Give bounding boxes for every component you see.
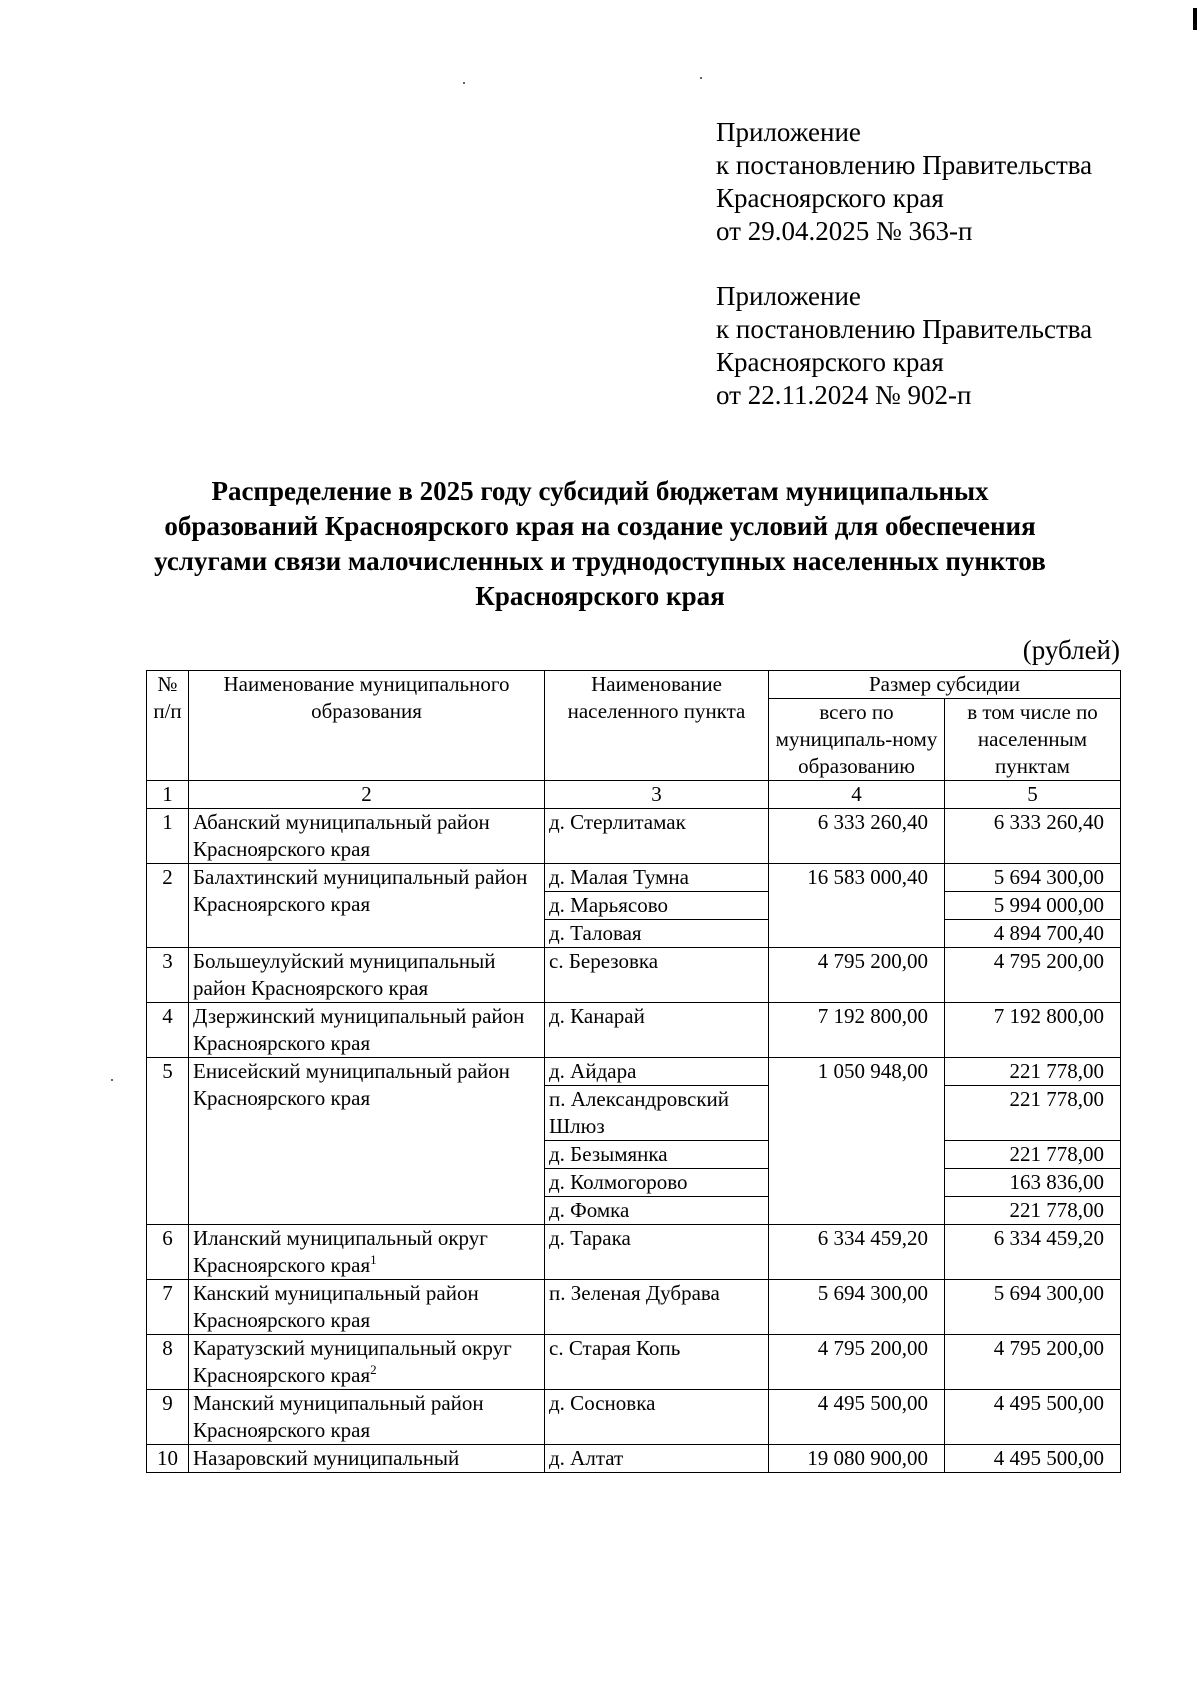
settlement-name: д. Тарака (545, 1225, 769, 1280)
table-row (147, 1225, 1121, 1280)
appendix-line: Приложение (716, 281, 861, 311)
settlement-amount: 4 495 500,00 (945, 1445, 1121, 1473)
municipality-name (189, 1003, 545, 1058)
settlement-amount: 5 694 300,00 (945, 864, 1121, 892)
settlement-amount: 4 894 700,40 (945, 920, 1121, 948)
municipality-name (189, 1335, 545, 1390)
table-body (147, 809, 1121, 1473)
scan-speck (700, 77, 702, 79)
subsidy-table (146, 670, 1121, 1473)
settlement-amount: 4 795 200,00 (945, 1335, 1121, 1390)
table-row (147, 1058, 1121, 1086)
settlement-name: с. Березовка (545, 948, 769, 1003)
footnote-marker: 2 (370, 1362, 377, 1377)
scan-speck (463, 82, 465, 84)
settlement-amount: 221 778,00 (945, 1058, 1121, 1086)
table-row (147, 1445, 1121, 1473)
row-number: 1 (147, 809, 189, 864)
appendix-line: от 29.04.2025 № 363-п (716, 216, 973, 246)
municipality-name (189, 1058, 545, 1225)
units-label: (рублей) (1022, 635, 1120, 665)
municipality-name (189, 1390, 545, 1445)
settlement-name: д. Таловая (545, 920, 769, 948)
municipality-text: Иланский муниципальный округ Красноярского края (193, 1226, 488, 1277)
municipality-text: Абанский муниципальный район Красноярского края (193, 810, 490, 861)
table-row (147, 1335, 1121, 1390)
header-num: № п/п (147, 671, 189, 781)
total-amount: 16 583 000,40 (769, 864, 945, 948)
total-amount: 4 795 200,00 (769, 948, 945, 1003)
settlement-name: д. Айдара (545, 1058, 769, 1086)
settlement-name: д. Малая Тумна (545, 864, 769, 892)
footnote-marker: 1 (370, 1252, 377, 1267)
settlement-name: д. Стерлитамак (545, 809, 769, 864)
row-number: 9 (147, 1390, 189, 1445)
municipality-name (189, 809, 545, 864)
header-total: всего по муниципаль-ному образованию (769, 699, 945, 781)
table-row (147, 1390, 1121, 1445)
settlement-name: д. Алтат (545, 1445, 769, 1473)
title-line: образований Красноярского края на создание условий для обеспечения (164, 511, 1036, 541)
settlement-name: п. Зеленая Дубрава (545, 1280, 769, 1335)
appendix-line: к постановлению Правительства (716, 150, 1093, 180)
column-number: 4 (769, 781, 945, 809)
municipality-text: Балахтинский муниципальный район Красноярского края (193, 865, 528, 916)
municipality-name (189, 864, 545, 948)
table-row (147, 864, 1121, 892)
settlement-amount: 5 694 300,00 (945, 1280, 1121, 1335)
municipality-text: Каратузский муниципальный округ Красноярского края (193, 1336, 512, 1387)
settlement-amount: 6 334 459,20 (945, 1225, 1121, 1280)
settlement-amount: 221 778,00 (945, 1197, 1121, 1225)
settlement-amount: 6 333 260,40 (945, 809, 1121, 864)
total-amount: 4 495 500,00 (769, 1390, 945, 1445)
table-row (147, 948, 1121, 1003)
appendix-note-original (716, 280, 1186, 412)
column-number: 2 (189, 781, 545, 809)
appendix-line: от 22.11.2024 № 902-п (716, 380, 972, 410)
header-by-settlement: в том числе по населенным пунктам (945, 699, 1121, 781)
column-number: 5 (945, 781, 1121, 809)
municipality-text: Манский муниципальный район Красноярского края (193, 1391, 484, 1442)
total-amount: 1 050 948,00 (769, 1058, 945, 1225)
municipality-text: Назаровский муниципальный (193, 1446, 460, 1470)
settlement-name: д. Канарай (545, 1003, 769, 1058)
settlement-name: с. Старая Копь (545, 1335, 769, 1390)
settlement-amount: 221 778,00 (945, 1141, 1121, 1169)
row-number: 8 (147, 1335, 189, 1390)
table-row (147, 1003, 1121, 1058)
settlement-name: д. Безымянка (545, 1141, 769, 1169)
municipality-name (189, 1280, 545, 1335)
column-number: 1 (147, 781, 189, 809)
title-line: услугами связи малочисленных и труднодоступных населенных пунктов (154, 546, 1046, 576)
settlement-name: п. Александровский Шлюз (545, 1086, 769, 1141)
table-row (147, 809, 1121, 864)
settlement-amount: 221 778,00 (945, 1086, 1121, 1141)
document-title (100, 474, 1100, 614)
settlement-amount: 5 994 000,00 (945, 892, 1121, 920)
settlement-amount: 7 192 800,00 (945, 1003, 1121, 1058)
settlement-name: д. Фомка (545, 1197, 769, 1225)
header-municipality: Наименование муниципального образования (189, 671, 545, 781)
row-number: 4 (147, 1003, 189, 1058)
municipality-name (189, 1225, 545, 1280)
column-number: 3 (545, 781, 769, 809)
row-number: 6 (147, 1225, 189, 1280)
row-number: 5 (147, 1058, 189, 1225)
appendix-line: к постановлению Правительства (716, 314, 1093, 344)
settlement-amount: 4 795 200,00 (945, 948, 1121, 1003)
settlement-name: д. Колмогорово (545, 1169, 769, 1197)
settlement-amount: 4 495 500,00 (945, 1390, 1121, 1445)
row-number: 7 (147, 1280, 189, 1335)
row-number: 2 (147, 864, 189, 948)
scan-speck (111, 1079, 113, 1081)
appendix-line: Приложение (716, 117, 861, 147)
title-line: Распределение в 2025 году субсидий бюджетам муниципальных (211, 476, 989, 506)
title-line: Красноярского края (475, 581, 725, 611)
settlement-amount: 163 836,00 (945, 1169, 1121, 1197)
municipality-text: Дзержинский муниципальный район Красноярского края (193, 1004, 525, 1055)
appendix-line: Красноярского края (716, 183, 944, 213)
municipality-text: Канский муниципальный район Красноярского края (193, 1281, 479, 1332)
total-amount: 7 192 800,00 (769, 1003, 945, 1058)
row-number: 10 (147, 1445, 189, 1473)
header-subsidy: Размер субсидии (769, 671, 1121, 699)
scan-corner-mark (1193, 8, 1197, 30)
total-amount: 19 080 900,00 (769, 1445, 945, 1473)
total-amount: 6 334 459,20 (769, 1225, 945, 1280)
municipality-text: Енисейский муниципальный район Красноярского края (193, 1059, 510, 1110)
settlement-name: д. Марьясово (545, 892, 769, 920)
appendix-note-current (716, 116, 1186, 248)
settlement-name: д. Сосновка (545, 1390, 769, 1445)
appendix-line: Красноярского края (716, 347, 944, 377)
total-amount: 5 694 300,00 (769, 1280, 945, 1335)
row-number: 3 (147, 948, 189, 1003)
municipality-text: Большеулуйский муниципальный район Красноярского края (193, 949, 496, 1000)
municipality-name (189, 948, 545, 1003)
municipality-name (189, 1445, 545, 1473)
total-amount: 4 795 200,00 (769, 1335, 945, 1390)
total-amount: 6 333 260,40 (769, 809, 945, 864)
table-row (147, 1280, 1121, 1335)
header-settlement: Наименование населенного пункта (545, 671, 769, 781)
